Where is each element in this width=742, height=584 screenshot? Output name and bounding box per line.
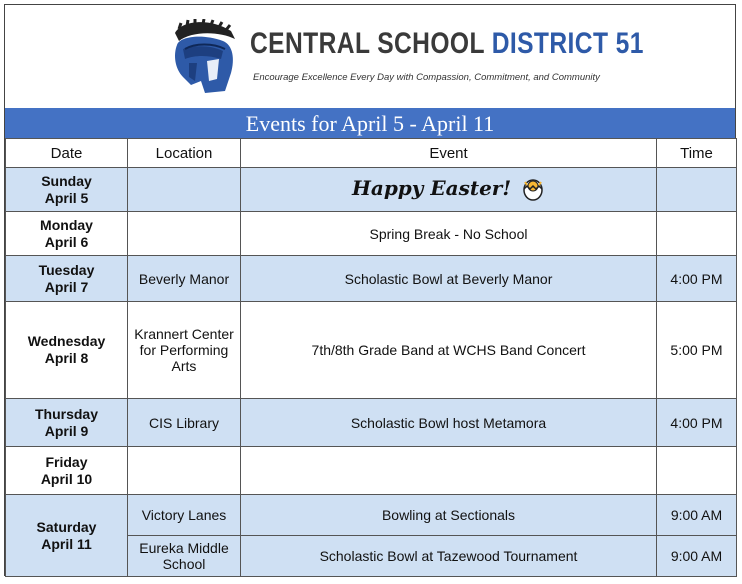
- time-cell: 9:00 AM: [657, 495, 737, 536]
- event-cell: Scholastic Bowl at Tazewood Tournament: [241, 536, 657, 577]
- day-date: April 11: [41, 535, 92, 552]
- day-name: Saturday: [36, 518, 97, 535]
- column-header-time: Time: [657, 139, 737, 168]
- day-cell: [6, 399, 128, 447]
- event-cell: 7th/8th Grade Band at WCHS Band Concert: [241, 302, 657, 399]
- day-cell: [6, 447, 128, 495]
- hatching-chick-icon: [521, 177, 545, 204]
- district-tagline: Encourage Excellence Every Day with Compassion, Commitment, and Community: [253, 72, 600, 83]
- event-cell: Bowling at Sectionals: [241, 495, 657, 536]
- location-cell: Beverly Manor: [128, 256, 241, 302]
- location-cell: Victory Lanes: [128, 495, 241, 536]
- brand-accent: DISTRICT 51: [491, 27, 644, 60]
- location-cell: Eureka Middle School: [128, 536, 241, 577]
- district-header: [5, 5, 735, 108]
- day-name: Wednesday: [27, 333, 106, 349]
- location-cell: [128, 168, 241, 212]
- table-row: [6, 447, 737, 495]
- day-name: Sunday: [41, 172, 92, 189]
- day-date: April 6: [44, 233, 89, 250]
- table-row: [6, 256, 737, 302]
- event-cell: Scholastic Bowl at Beverly Manor: [241, 256, 657, 302]
- location-cell: CIS Library: [128, 399, 241, 447]
- day-date: April 9: [44, 422, 89, 439]
- day-cell: [6, 495, 128, 577]
- brand-main: CENTRAL SCHOOL: [250, 27, 485, 60]
- day-name: Tuesday: [38, 261, 95, 278]
- table-header-row: [6, 139, 737, 168]
- easter-greeting: Happy Easter!: [351, 175, 512, 200]
- day-date: April 8: [44, 350, 89, 366]
- time-cell: 4:00 PM: [657, 399, 737, 447]
- day-cell: [6, 168, 128, 212]
- day-name: Thursday: [34, 405, 98, 422]
- event-cell: [241, 168, 657, 212]
- location-cell: [128, 212, 241, 256]
- time-cell: 5:00 PM: [657, 302, 737, 399]
- day-name: Friday: [45, 453, 88, 470]
- table-row: [6, 212, 737, 256]
- day-cell: [6, 302, 128, 399]
- time-cell: 4:00 PM: [657, 256, 737, 302]
- day-date: April 7: [44, 278, 89, 295]
- time-cell: 9:00 AM: [657, 536, 737, 577]
- column-header-location: Location: [128, 139, 241, 168]
- table-row: [6, 302, 737, 399]
- time-cell: [657, 447, 737, 495]
- spartan-helmet-icon: [161, 19, 243, 102]
- table-row: [6, 168, 737, 212]
- table-row: [6, 495, 737, 536]
- day-date: April 10: [40, 470, 93, 487]
- day-cell: [6, 212, 128, 256]
- table-row: [6, 399, 737, 447]
- time-cell: [657, 212, 737, 256]
- district-brand: [250, 27, 644, 61]
- column-header-event: Event: [241, 139, 657, 168]
- column-header-date: Date: [6, 139, 128, 168]
- location-cell: [128, 447, 241, 495]
- event-cell: Spring Break - No School: [241, 212, 657, 256]
- events-table: [5, 138, 737, 577]
- day-date: April 5: [44, 189, 89, 206]
- page-title: Events for April 5 - April 11: [5, 108, 735, 138]
- time-cell: [657, 168, 737, 212]
- event-cell: [241, 447, 657, 495]
- location-cell: Krannert Center for Performing Arts: [128, 302, 241, 399]
- event-cell: Scholastic Bowl host Metamora: [241, 399, 657, 447]
- day-name: Monday: [40, 216, 93, 233]
- day-cell: [6, 256, 128, 302]
